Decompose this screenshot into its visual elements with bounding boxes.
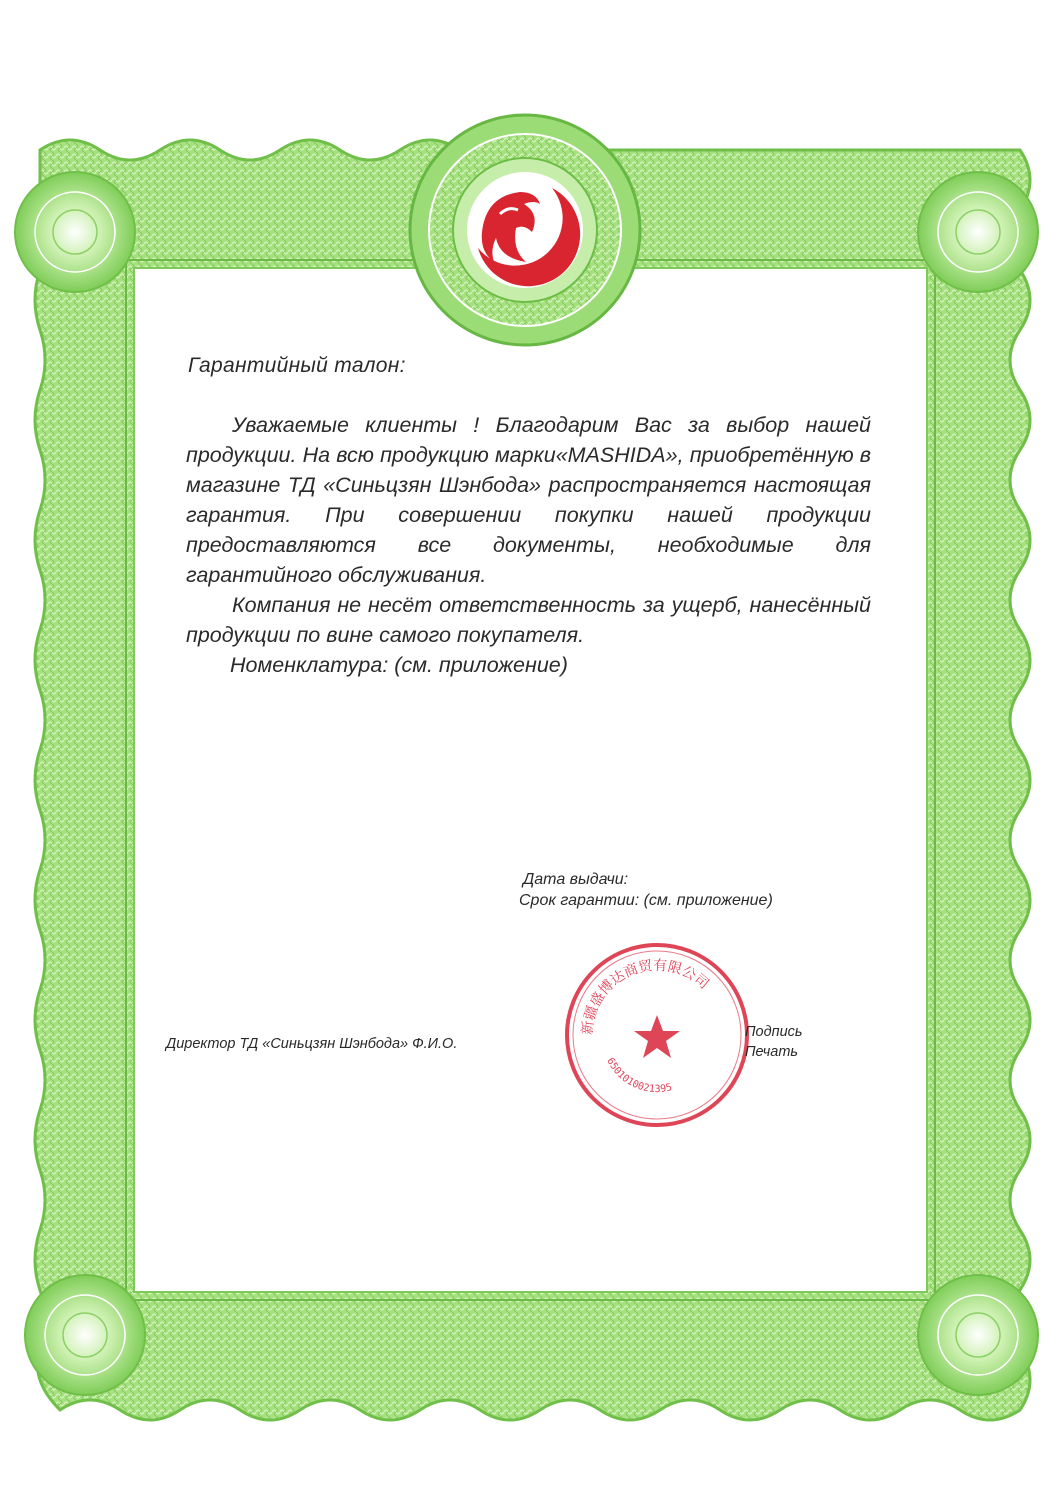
stamp-company-text: 新疆盛博达商贸有限公司	[579, 957, 712, 1036]
corner-rosette-bottom-right	[918, 1275, 1038, 1395]
corner-rosette-bottom-left	[25, 1275, 145, 1395]
certificate-body	[186, 410, 871, 680]
signature-seal-block	[745, 1022, 803, 1062]
corner-rosette-top-right	[918, 172, 1038, 292]
stamp-number: 6501010021395	[604, 1056, 674, 1096]
body-paragraph-1: Уважаемые клиенты ! Благодарим Вас за выбор нашей продукции. На всю продукцию марки«MASHIDA», приобретённую в магазине ТД «Синьцзян Шэнбода» распространяется настоящая гарантия. При совершении покупки нашей продукции предоставляются все документы, необходимые для гарантийного обслуживания.	[186, 413, 871, 587]
signature-label: Подпись	[745, 1024, 803, 1040]
issue-date-label: Дата выдачи:	[523, 871, 629, 888]
body-paragraph-2: Компания не несёт ответственность за ущерб, нанесённый продукции по вине самого покупателя.	[186, 593, 871, 647]
warranty-term-label: Срок гарантии: (см. приложение)	[519, 892, 773, 909]
svg-text:6501010021395	[604, 1056, 673, 1095]
company-stamp	[562, 940, 752, 1130]
svg-text:新疆盛博达商贸有限公司	[580, 958, 712, 1036]
director-line: Директор ТД «Синьцзян Шэнбода» Ф.И.О.	[166, 1036, 458, 1052]
body-paragraph-3: Номенклатура: (см. приложение)	[230, 653, 568, 677]
corner-rosette-top-left	[15, 172, 135, 292]
stamp-star-icon	[634, 1015, 680, 1058]
certificate-title: Гарантийный талон:	[188, 354, 406, 377]
top-medallion	[410, 115, 640, 345]
seal-label: Печать	[745, 1044, 799, 1060]
